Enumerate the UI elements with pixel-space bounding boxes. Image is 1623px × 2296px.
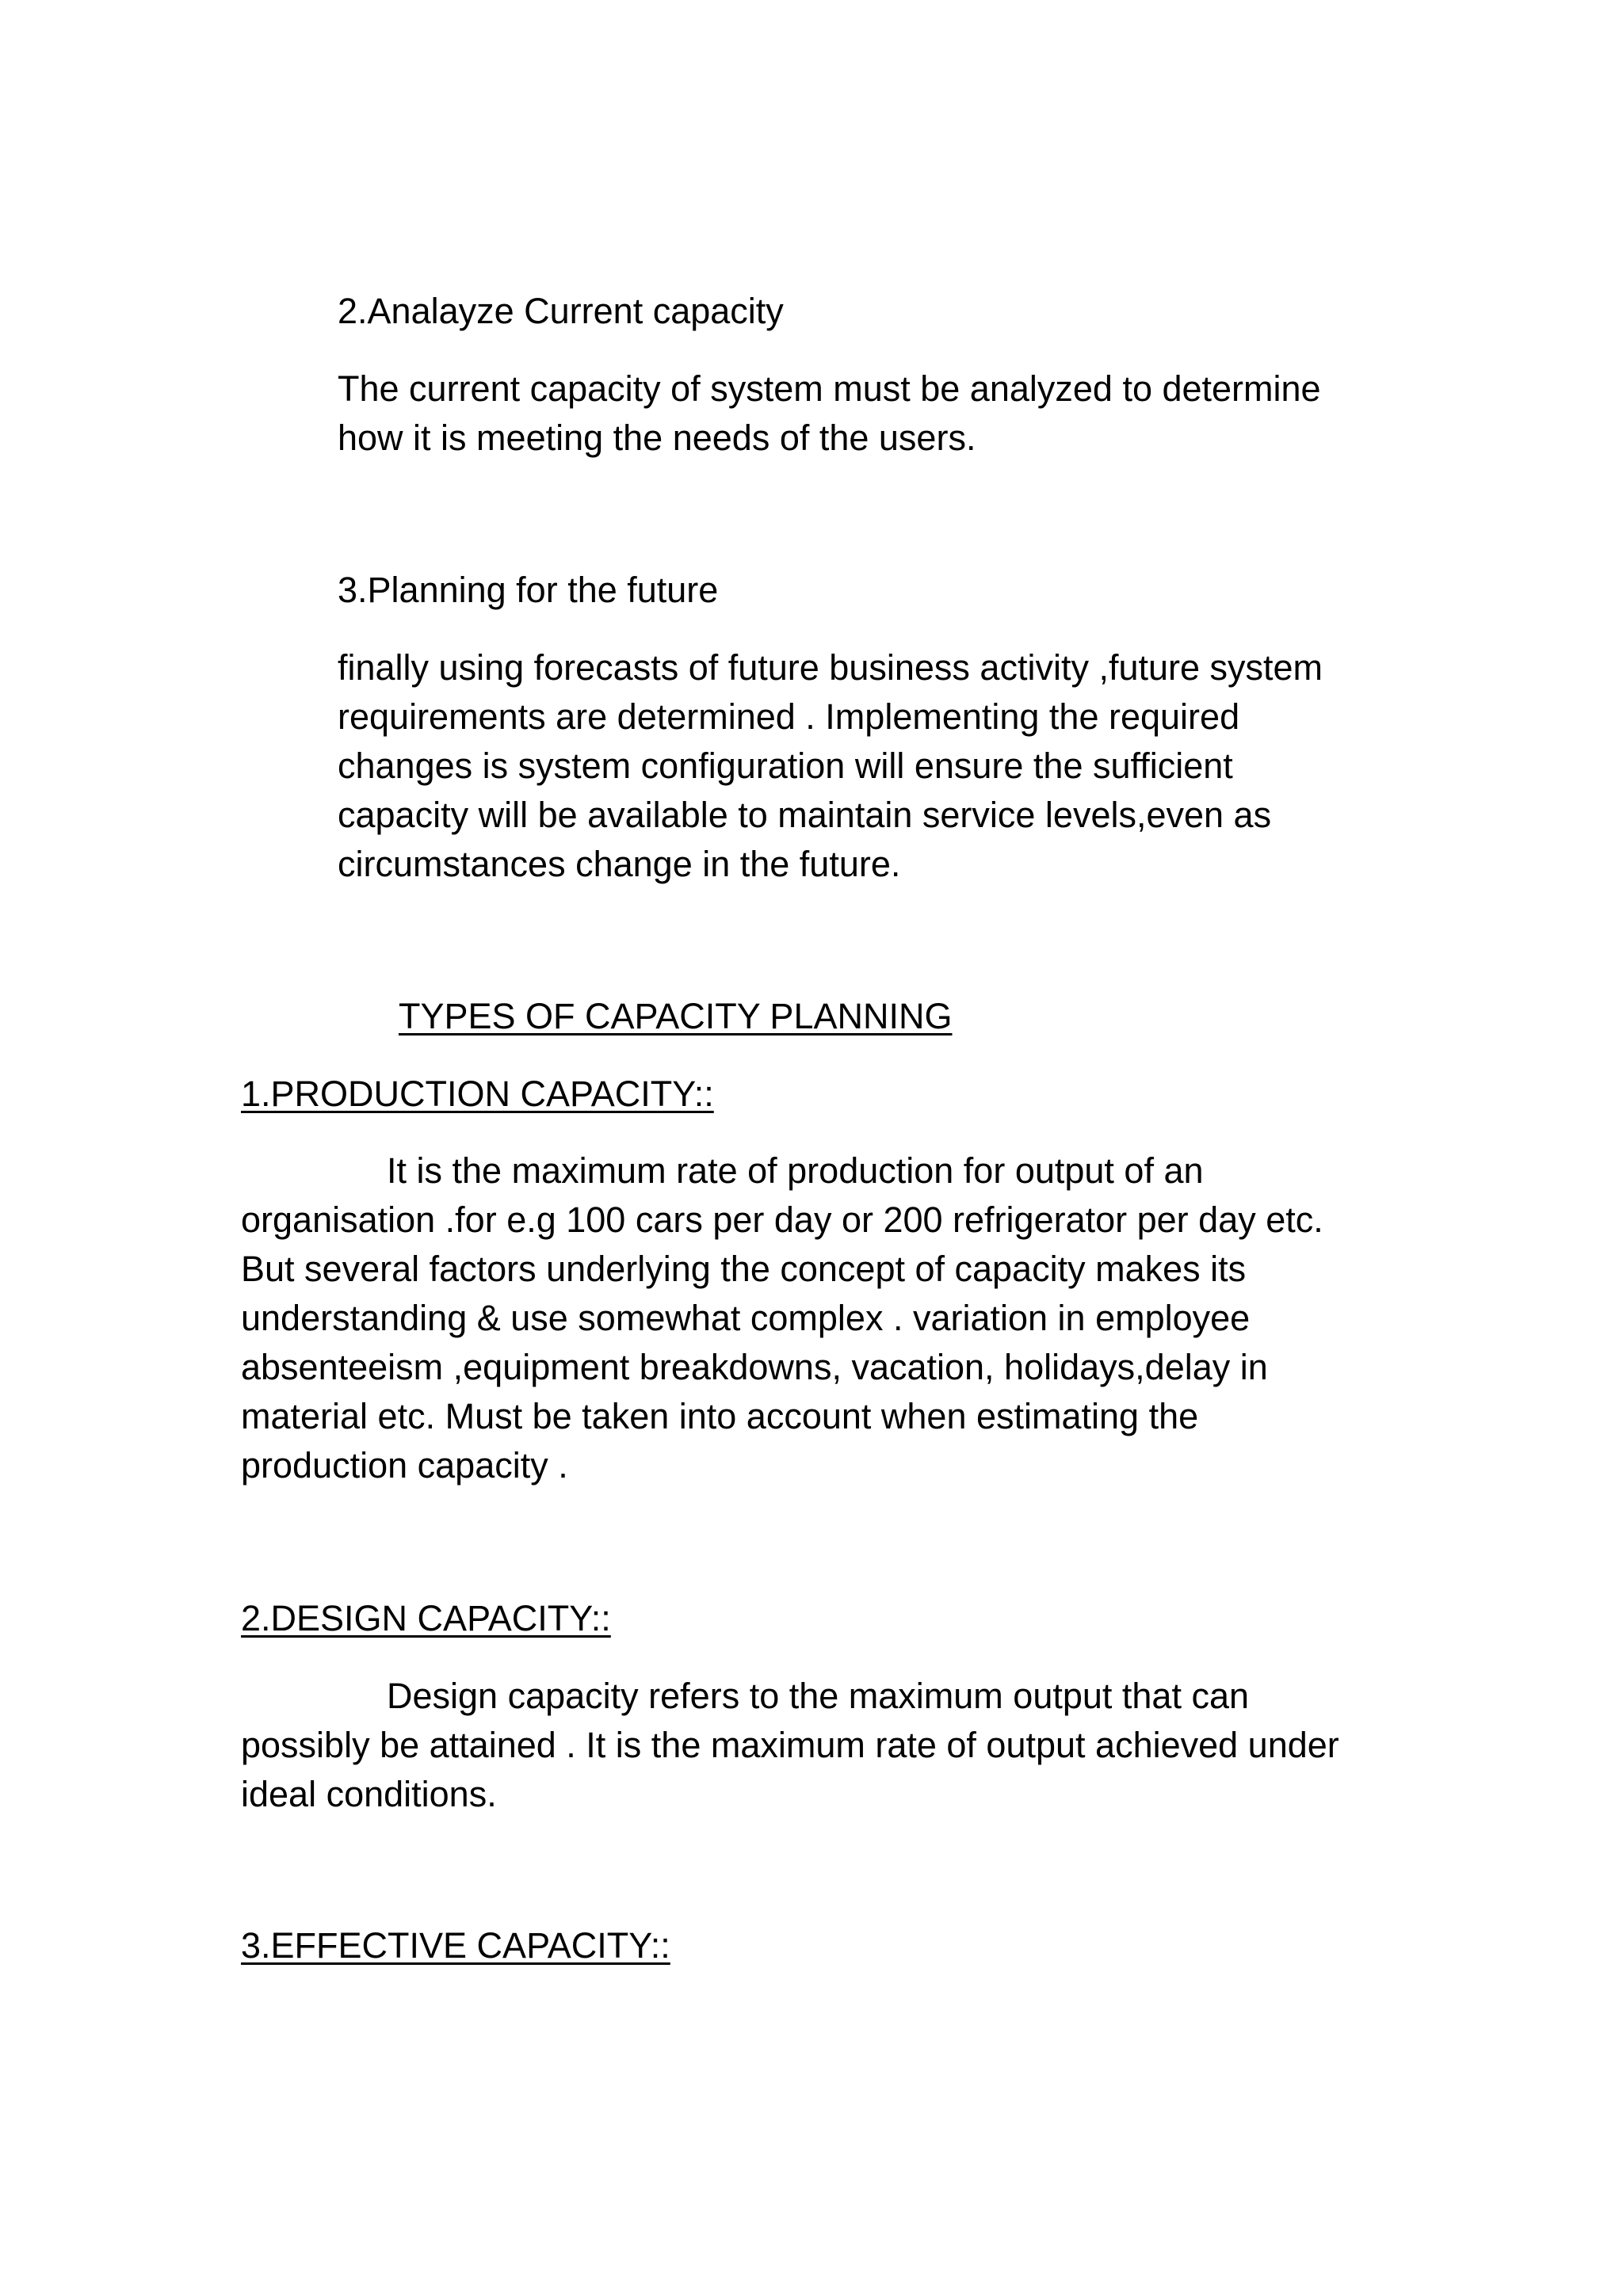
paragraph-line: Design capacity refers to the maximum output that can <box>387 1676 1250 1716</box>
effective-capacity-heading: 3.EFFECTIVE CAPACITY:: <box>241 1925 670 1966</box>
paragraph-line: The current capacity of system must be analyzed to determine <box>338 368 1321 409</box>
paragraph-line: capacity will be available to maintain service levels,even as <box>338 795 1272 835</box>
production-capacity-heading: 1.PRODUCTION CAPACITY:: <box>241 1074 714 1114</box>
paragraph-line: understanding & use somewhat complex . variation in employee <box>241 1298 1251 1338</box>
types-title: TYPES OF CAPACITY PLANNING <box>399 996 953 1036</box>
section-heading-planning: 3.Planning for the future <box>338 570 719 610</box>
paragraph-line: how it is meeting the needs of the users. <box>338 418 976 458</box>
paragraph-line: organisation .for e.g 100 cars per day or 200 refrigerator per day etc. <box>241 1199 1323 1240</box>
paragraph-line: changes is system configuration will ensure the sufficient <box>338 746 1233 786</box>
paragraph-line: production capacity . <box>241 1445 568 1486</box>
paragraph-line: possibly be attained . It is the maximum rate of output achieved under <box>241 1725 1339 1765</box>
paragraph-line: It is the maximum rate of production for output of an <box>387 1150 1204 1191</box>
design-capacity-heading: 2.DESIGN CAPACITY:: <box>241 1598 611 1638</box>
section-heading-analyze: 2.Analayze Current capacity <box>338 291 784 331</box>
paragraph-line: But several factors underlying the concept of capacity makes its <box>241 1249 1247 1289</box>
paragraph-line: circumstances change in the future. <box>338 844 901 884</box>
paragraph-line: finally using forecasts of future business activity ,future system <box>338 647 1323 688</box>
paragraph-line: ideal conditions. <box>241 1774 497 1814</box>
paragraph-line: absenteeism ,equipment breakdowns, vacation, holidays,delay in <box>241 1347 1268 1387</box>
paragraph-line: requirements are determined . Implementing the required <box>338 696 1240 737</box>
paragraph-line: material etc. Must be taken into account when estimating the <box>241 1396 1199 1436</box>
